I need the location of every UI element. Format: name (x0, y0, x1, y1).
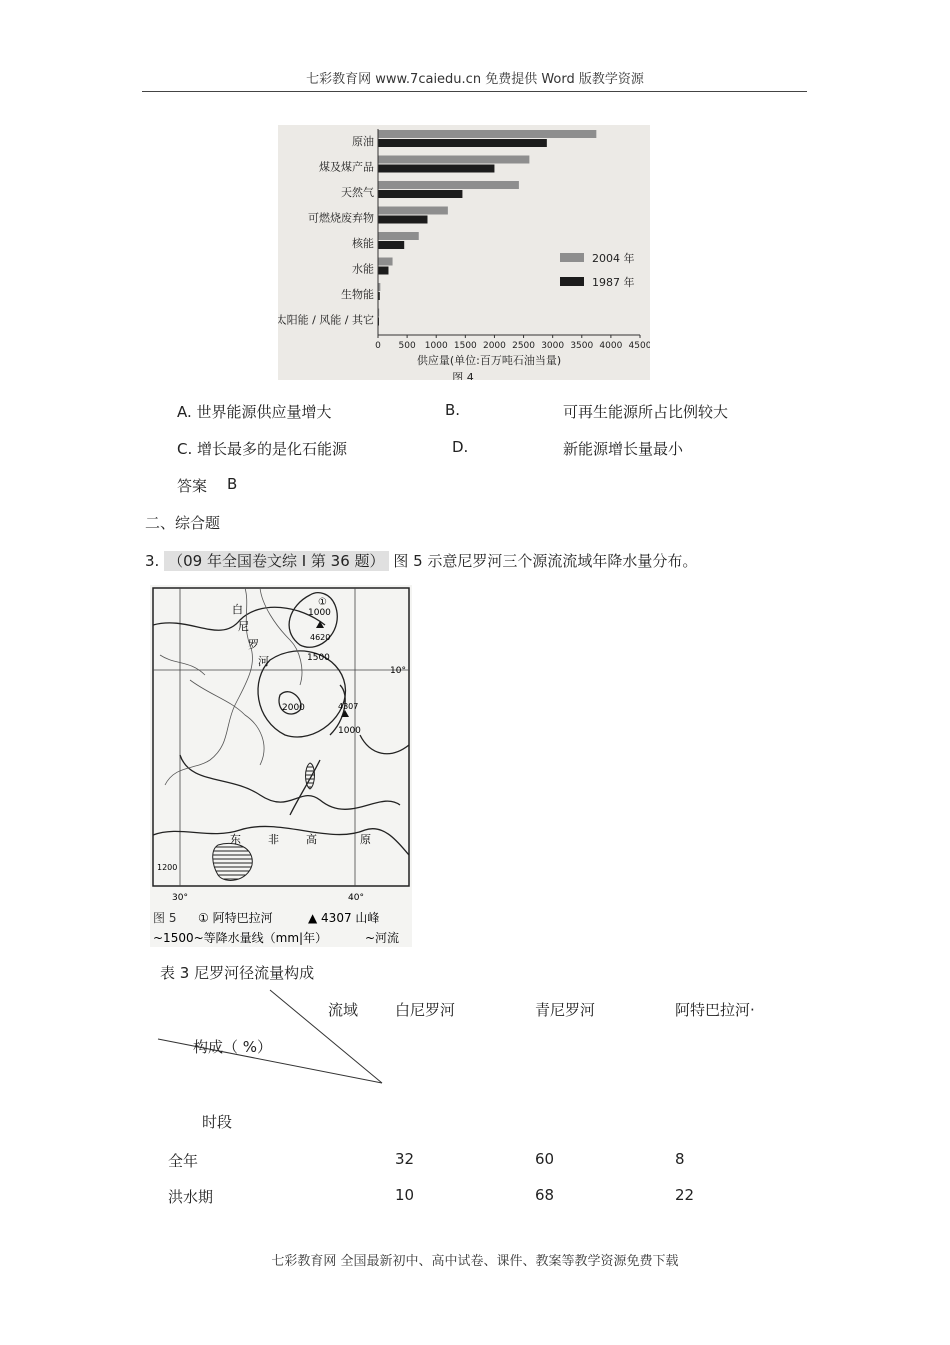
answer-value: B (227, 475, 238, 493)
bar-2004 (378, 181, 519, 189)
option-c: C. 增长最多的是化石能源 (177, 440, 348, 458)
table-row-period: 洪水期 (168, 1188, 214, 1206)
bar-1987 (378, 267, 388, 275)
map-label: ① (318, 597, 327, 608)
figure-caption: 图 4 (452, 371, 474, 380)
diagonal-line (270, 990, 382, 1083)
map-label: 4307 (338, 702, 359, 711)
category-label: 生物能 (341, 288, 374, 301)
peak-marker (316, 621, 324, 628)
figure-4-chart (278, 125, 650, 380)
table-cell: 10 (395, 1186, 415, 1204)
table-column-header: 阿特巴拉河· (675, 1001, 755, 1019)
legend-label: 1987 年 (592, 276, 635, 289)
table-column-header: 青尼罗河 (535, 1001, 596, 1019)
legend-item: ~河流 (365, 931, 400, 945)
isohyet-line (258, 651, 345, 737)
map-figure-label: 图 5 (153, 911, 177, 925)
question-3 (145, 550, 697, 571)
river-line (165, 588, 252, 785)
table-cell: 68 (535, 1186, 555, 1204)
bar-1987 (378, 165, 494, 173)
category-label: 原油 (352, 135, 374, 148)
option-d-letter: D. (452, 438, 469, 456)
isohyet-line (180, 755, 400, 809)
river-line (190, 680, 264, 765)
category-label: 水能 (352, 262, 374, 276)
category-label: 可燃烧废弃物 (308, 211, 374, 225)
question-source: （09 年全国卷文综 I 第 36 题） (164, 551, 388, 571)
bar-2004 (378, 232, 419, 240)
map-label: 30° (172, 893, 188, 903)
legend-swatch-2004 (560, 253, 584, 262)
question-text: 图 5 示意尼罗河三个源流流域年降水量分布。 (393, 552, 698, 570)
map-drawing (150, 585, 412, 947)
lake-rudolf (306, 763, 315, 789)
table-cell: 60 (535, 1150, 555, 1168)
category-label: 核能 (352, 237, 374, 250)
table-column-header: 白尼罗河 (395, 1001, 456, 1019)
bar-2004 (378, 258, 393, 266)
x-tick-label: 0 (375, 341, 381, 351)
map-label: 40° (348, 893, 364, 903)
map-label: 罗 (248, 638, 259, 651)
x-tick-label: 4500 (628, 341, 650, 351)
option-b-text: 可再生能源所占比例较大 (563, 403, 729, 421)
map-label: 尼 (238, 620, 249, 633)
category-label: 煤及煤产品 (319, 160, 374, 174)
bar-1987 (378, 190, 462, 198)
bar-1987 (378, 216, 427, 224)
map-label: 1000 (308, 608, 331, 618)
river-line (160, 655, 205, 675)
map-label: 1200 (157, 863, 178, 872)
answer-label: 答案 (177, 477, 208, 495)
map-label: 河 (258, 655, 269, 668)
bar-2004 (378, 156, 529, 164)
x-tick-label: 500 (398, 341, 416, 351)
table-cell: 22 (675, 1186, 695, 1204)
map-label: 原 (360, 833, 371, 846)
map-label: 2000 (282, 703, 305, 713)
bar-1987 (378, 139, 547, 147)
table-cell: 8 (675, 1150, 685, 1168)
peak-marker (341, 710, 349, 717)
table-cell: 32 (395, 1150, 415, 1168)
x-tick-label: 3000 (541, 341, 565, 351)
river-line (260, 588, 302, 685)
lake-victoria (213, 843, 253, 880)
x-tick-label: 4000 (599, 341, 623, 351)
category-label: 太阳能 / 风能 / 其它 (278, 313, 374, 327)
isohyet-line (360, 735, 409, 754)
map-label: 高 (306, 833, 317, 846)
bar-1987 (378, 241, 404, 249)
legend-swatch-1987 (560, 277, 584, 286)
isohyet-line (290, 760, 320, 815)
legend-item: ~1500~等降水量线（mm|年） (153, 931, 328, 945)
map-label: 1500 (307, 653, 330, 663)
x-tick-label: 1000 (424, 341, 448, 351)
map-label: 4620 (310, 633, 331, 642)
x-tick-label: 3500 (570, 341, 594, 351)
x-tick-label: 2500 (512, 341, 536, 351)
option-b-letter: B. (445, 401, 461, 419)
x-tick-label: 1500 (453, 341, 477, 351)
legend-label: 2004 年 (592, 252, 635, 265)
map-label: 10° (390, 666, 406, 676)
option-a: A. 世界能源供应量增大 (177, 403, 332, 421)
legend-item: ▲ 4307 山峰 (308, 911, 380, 925)
bar-2004 (378, 207, 448, 215)
bar-2004 (378, 130, 596, 138)
map-label: 白 (232, 603, 243, 616)
legend-item: ① 阿特巴拉河 (198, 911, 273, 925)
table-title: 表 3 尼罗河径流量构成 (160, 964, 315, 982)
map-label: 1000 (338, 726, 361, 736)
x-tick-label: 2000 (482, 341, 506, 351)
table-header-composition: 构成（ %） (193, 1038, 273, 1056)
table-row-period: 全年 (168, 1152, 199, 1170)
figure-4 (278, 125, 650, 380)
figure-5-map (150, 585, 412, 947)
section-title: 二、综合题 (145, 514, 221, 532)
header-divider (142, 91, 807, 92)
map-label: 东 (230, 833, 241, 846)
map-label: 非 (268, 833, 279, 846)
x-axis-title: 供应量(单位:百万吨石油当量) (416, 354, 562, 367)
table-header-basin: 流域 (328, 1001, 359, 1019)
table-header-period: 时段 (202, 1113, 233, 1131)
category-label: 天然气 (341, 186, 374, 199)
page-header: 七彩教育网 www.7caiedu.cn 免费提供 Word 版教学资源 (306, 72, 644, 87)
page-footer: 七彩教育网 全国最新初中、高中试卷、课件、教案等教学资源免费下载 (271, 1254, 679, 1269)
option-d-text: 新能源增长量最小 (563, 440, 684, 458)
question-number: 3. (145, 552, 160, 570)
